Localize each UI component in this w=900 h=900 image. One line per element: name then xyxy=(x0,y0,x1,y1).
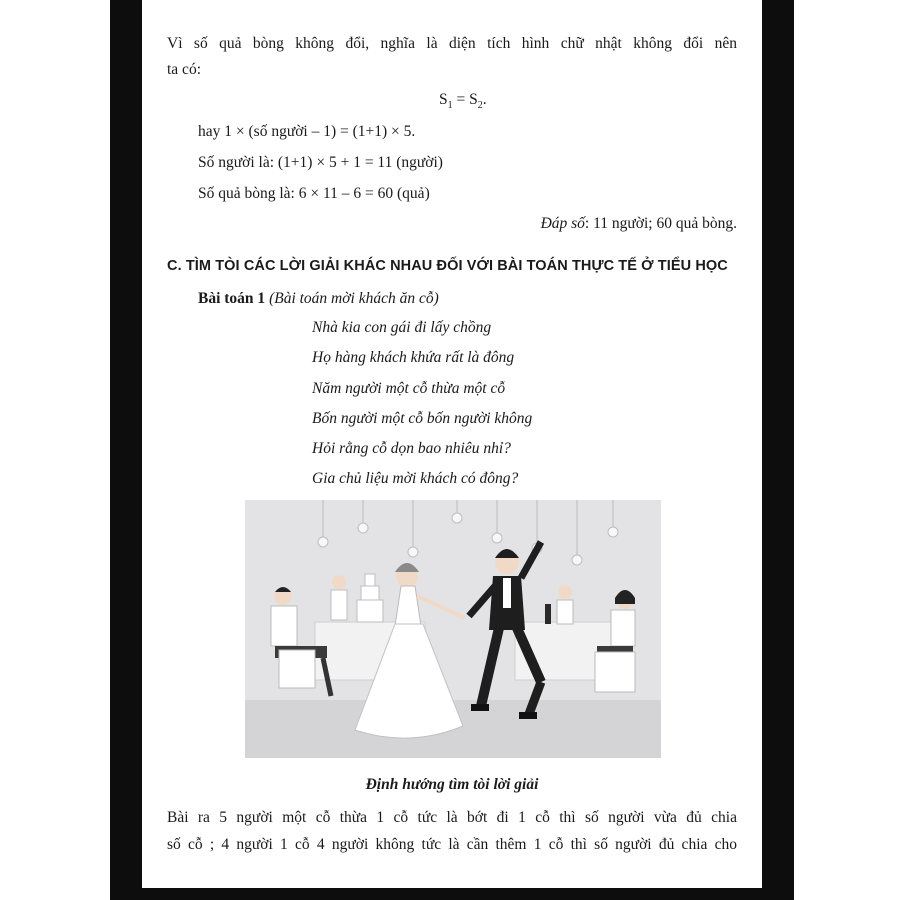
answer-label: Đáp số xyxy=(540,215,585,232)
eq-s2: S xyxy=(469,91,478,108)
paragraph-line: Vì số quả bòng không đổi, nghĩa là diện tích hình chữ nhật không đổi nên xyxy=(167,35,737,52)
frame-right xyxy=(762,0,794,900)
eq-sub2: 2 xyxy=(477,100,483,112)
wedding-illustration xyxy=(245,500,661,758)
eq-sub1: 1 xyxy=(447,100,453,112)
poem-line: Năm người một cỗ thừa một cỗ xyxy=(312,380,506,397)
section-heading: C. TÌM TÒI CÁC LỜI GIẢI KHÁC NHAU ĐỐI VỚI BÀI TOÁN THỰC TẾ Ở TIỂU HỌC xyxy=(167,258,728,274)
section-caption: Định hướng tìm tòi lời giải xyxy=(365,776,539,793)
step-line: hay 1 × (số người – 1) = (1+1) × 5. xyxy=(198,123,416,140)
problem-title-line xyxy=(198,289,439,309)
step-line: Số người là: (1+1) × 5 + 1 = 11 (người) xyxy=(198,154,443,171)
paragraph-line: Bài ra 5 người một cỗ thừa 1 cỗ tức là bớt đi 1 cỗ thì số người vừa đủ chia xyxy=(167,809,737,826)
problem-subtitle: (Bài toán mời khách ăn cỗ) xyxy=(269,290,439,307)
step-line: Số quả bòng là: 6 × 11 – 6 = 60 (quả) xyxy=(198,185,430,202)
answer-line xyxy=(541,214,737,234)
eq-end: . xyxy=(482,91,487,108)
poem-line: Bốn người một cỗ bốn người không xyxy=(312,410,533,427)
paragraph-line: số cỗ ; 4 người 1 cỗ 4 người không tức là cần thêm 1 cỗ thì số người đủ chia cho xyxy=(167,836,737,853)
book-page xyxy=(142,0,762,888)
frame-bottom xyxy=(110,888,794,900)
poem-line: Gia chủ liệu mời khách có đông? xyxy=(312,470,519,487)
eq-s1: S xyxy=(439,91,448,108)
paragraph-line: ta có: xyxy=(167,61,201,78)
frame-left xyxy=(110,0,142,900)
poem-line: Nhà kia con gái đi lấy chồng xyxy=(312,319,492,336)
eq-sign: = xyxy=(452,91,470,108)
answer-text: : 11 người; 60 quả bòng. xyxy=(584,215,737,232)
poem-line: Họ hàng khách khứa rất là đông xyxy=(312,349,515,366)
problem-title: Bài toán 1 xyxy=(198,290,266,307)
equation xyxy=(439,90,487,116)
poem-line: Hỏi rằng cỗ dọn bao nhiêu nhỉ? xyxy=(312,440,511,457)
